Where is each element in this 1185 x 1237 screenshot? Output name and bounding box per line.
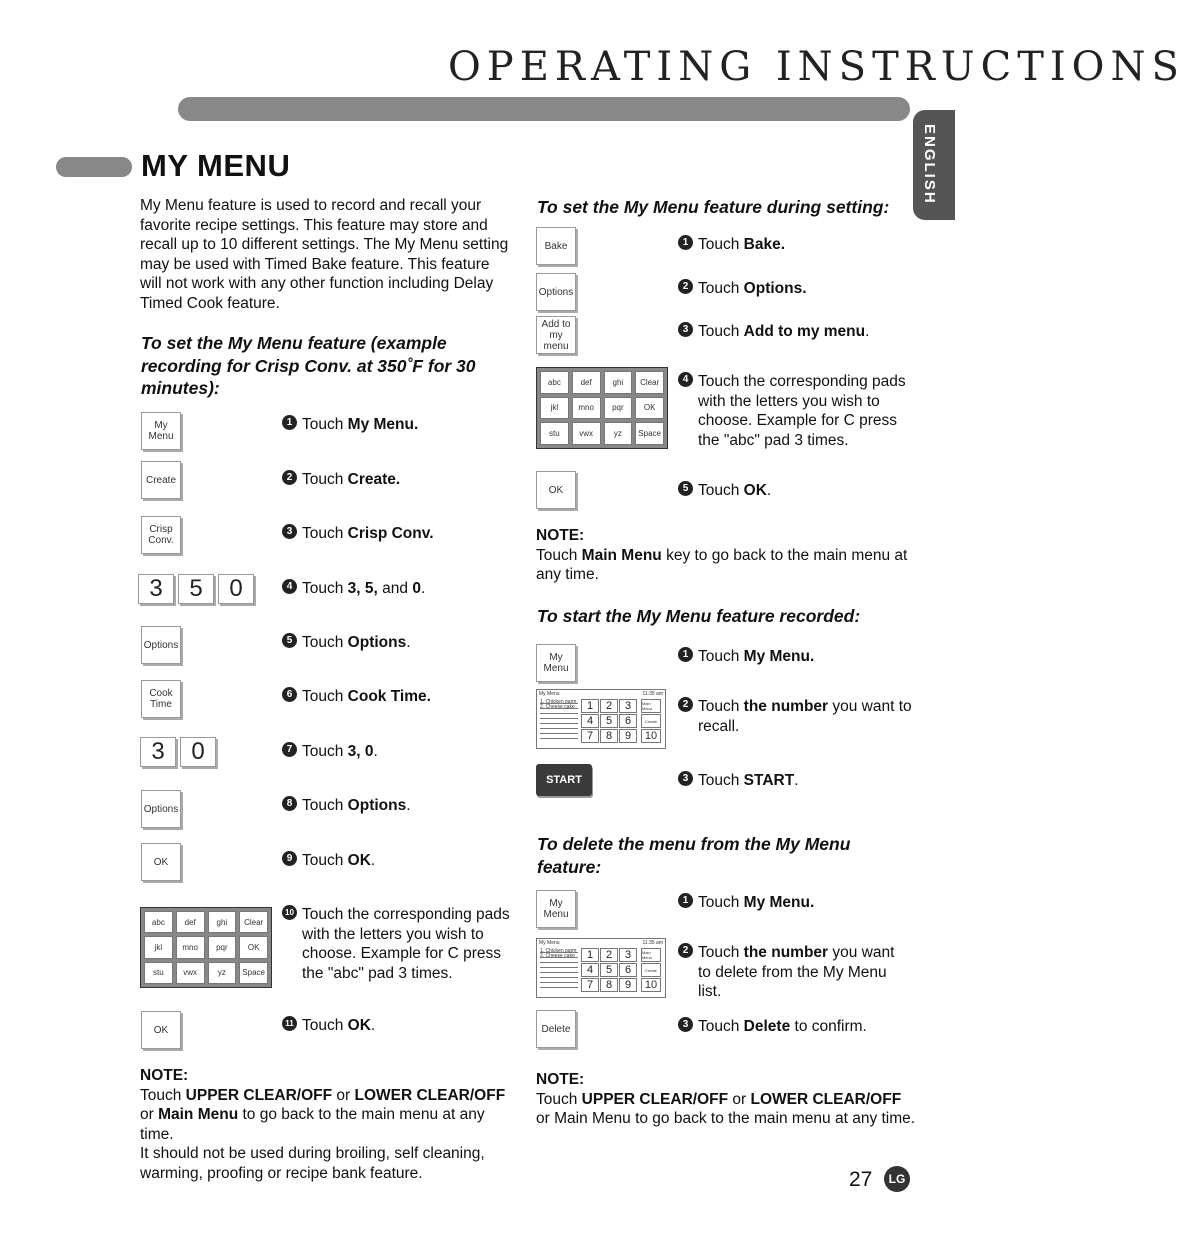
note-text: Touch bbox=[140, 1086, 186, 1104]
keypad-key: jkl bbox=[144, 936, 173, 958]
step-number: 7 bbox=[282, 742, 297, 757]
note-bold: Main Menu bbox=[158, 1106, 239, 1124]
lg-logo: LG bbox=[884, 1166, 910, 1192]
keypad-key: stu bbox=[144, 962, 173, 984]
crisp-conv-button: Crisp Conv. bbox=[141, 516, 181, 554]
note-text: to go back to the main menu at any time. bbox=[140, 1106, 485, 1143]
step-bold: OK bbox=[743, 482, 767, 499]
number-key: 3 bbox=[619, 699, 637, 713]
number-key: 2 bbox=[600, 699, 618, 713]
step-number: 2 bbox=[678, 943, 693, 958]
note-text: Touch bbox=[536, 546, 582, 564]
step-bold: Add to my menu bbox=[743, 323, 866, 340]
step-text: . bbox=[370, 852, 376, 869]
step-number: 4 bbox=[678, 372, 693, 387]
digit-key: 5 bbox=[178, 574, 214, 604]
step-item bbox=[282, 633, 517, 653]
number-key: 9 bbox=[619, 729, 637, 743]
create-button: Create bbox=[141, 461, 181, 499]
keypad-key: def bbox=[572, 371, 601, 394]
step-bold: Bake. bbox=[743, 236, 786, 253]
keypad-key: ghi bbox=[604, 371, 633, 394]
step-item bbox=[678, 771, 913, 791]
keypad-key: OK bbox=[239, 936, 268, 958]
number-key: 1 bbox=[581, 699, 599, 713]
step-text: . bbox=[794, 772, 799, 789]
step-bold: Options bbox=[347, 797, 407, 814]
step-item bbox=[282, 851, 517, 871]
step-text: . bbox=[766, 482, 772, 499]
keypad-key: ghi bbox=[208, 911, 237, 933]
recipe-item: 2. Cheese cake bbox=[540, 953, 578, 958]
number-key: 5 bbox=[600, 963, 618, 977]
number-key: 9 bbox=[619, 978, 637, 992]
screen-title: My Menu bbox=[539, 691, 560, 697]
step-text: Touch bbox=[698, 698, 744, 715]
step-text: Touch bbox=[302, 852, 348, 869]
step-text: . bbox=[406, 797, 411, 814]
keypad-key: Clear bbox=[239, 911, 268, 933]
right-subtitle-1: To set the My Menu feature during setting: bbox=[537, 197, 890, 217]
step-item bbox=[282, 579, 517, 599]
step-item bbox=[678, 322, 913, 342]
intro-paragraph: My Menu feature is used to record and recall your favorite recipe settings. This feature may store and recall up to 10 different settings. The My Menu setting may be used with Timed Bake feature. This feature will not work with any other function including Delay Timed Cook feature. bbox=[140, 197, 509, 312]
step-item bbox=[678, 235, 913, 255]
note-label: NOTE: bbox=[140, 1067, 189, 1084]
note-text: Touch bbox=[536, 1090, 582, 1108]
keypad-key: stu bbox=[540, 422, 569, 445]
ok-button: OK bbox=[141, 843, 181, 881]
step-bold: 3, 0 bbox=[347, 743, 374, 760]
step-bold: START bbox=[743, 772, 795, 789]
step-number: 3 bbox=[282, 524, 297, 539]
note-text: or Main Menu to go back to the main menu at any time. bbox=[536, 1110, 916, 1128]
number-key: 8 bbox=[600, 729, 618, 743]
step-item bbox=[282, 796, 517, 816]
number-key: 10 bbox=[641, 729, 661, 743]
step-item bbox=[678, 647, 913, 667]
step-item bbox=[678, 1017, 913, 1037]
step-bold: My Menu. bbox=[743, 894, 815, 911]
left-note bbox=[140, 1066, 520, 1184]
step-text: Touch bbox=[698, 482, 744, 499]
main-menu-key: Main Menu bbox=[641, 699, 661, 713]
keypad-key: yz bbox=[208, 962, 237, 984]
step-text: Touch bbox=[302, 688, 348, 705]
keypad-key: vwx bbox=[572, 422, 601, 445]
ok-button: OK bbox=[536, 471, 576, 509]
step-number: 2 bbox=[282, 470, 297, 485]
my-menu-screen bbox=[536, 938, 666, 998]
step-number: 5 bbox=[678, 481, 693, 496]
step-number: 1 bbox=[678, 235, 693, 250]
step-bold: Create. bbox=[347, 471, 401, 488]
number-grid bbox=[581, 699, 637, 743]
number-key: 10 bbox=[641, 978, 661, 992]
step-text: Touch bbox=[302, 580, 348, 597]
create-key: Create bbox=[641, 963, 661, 977]
letter-keypad bbox=[536, 367, 668, 449]
step-text: you want to delete from the My Menu list. bbox=[698, 944, 895, 1001]
step-text: to confirm. bbox=[790, 1018, 867, 1035]
delete-button: Delete bbox=[536, 1010, 576, 1048]
step-number: 1 bbox=[678, 647, 693, 662]
step-bold: the number bbox=[743, 698, 829, 715]
note-label: NOTE: bbox=[536, 527, 585, 544]
step-text: Touch the corresponding pads with the letters you wish to choose. Example for C press the "abc" pad 3 times. bbox=[302, 906, 510, 982]
bake-button: Bake bbox=[536, 227, 576, 265]
header-bar bbox=[178, 97, 910, 121]
add-to-my-menu-button: Add to my menu bbox=[536, 316, 576, 354]
step-bold: 0 bbox=[412, 580, 421, 597]
step-item bbox=[678, 943, 903, 1002]
number-key: 6 bbox=[619, 963, 637, 977]
number-key: 3 bbox=[619, 948, 637, 962]
step-text: Touch bbox=[698, 1018, 744, 1035]
step-number: 3 bbox=[678, 771, 693, 786]
note-bold: UPPER CLEAR/OFF bbox=[185, 1086, 333, 1104]
keypad-key: pqr bbox=[208, 936, 237, 958]
step-text: . bbox=[865, 323, 870, 340]
step-number: 2 bbox=[678, 697, 693, 712]
keypad-key: Space bbox=[635, 422, 664, 445]
step-text: Touch bbox=[302, 797, 348, 814]
start-button: START bbox=[536, 764, 592, 796]
step-number: 5 bbox=[282, 633, 297, 648]
step-item bbox=[678, 697, 913, 736]
step-text: . bbox=[420, 580, 426, 597]
step-text: Touch bbox=[698, 236, 744, 253]
step-bold: OK bbox=[347, 1017, 371, 1034]
step-item bbox=[282, 415, 517, 435]
number-key: 7 bbox=[581, 978, 599, 992]
options-button: Options bbox=[536, 273, 576, 311]
keypad-key: pqr bbox=[604, 397, 633, 420]
keypad-key: mno bbox=[572, 397, 601, 420]
step-item bbox=[678, 372, 913, 450]
create-key: Create bbox=[641, 714, 661, 728]
step-text: Touch bbox=[302, 1017, 348, 1034]
screen-title: My Menu bbox=[539, 940, 560, 946]
recipe-list bbox=[540, 699, 578, 739]
step-bold: 3, 5, bbox=[347, 580, 378, 597]
number-key: 6 bbox=[619, 714, 637, 728]
number-grid bbox=[581, 948, 637, 992]
digit-key: 0 bbox=[218, 574, 254, 604]
step-number: 11 bbox=[282, 1016, 297, 1031]
my-menu-button: My Menu bbox=[141, 412, 181, 450]
number-key: 4 bbox=[581, 714, 599, 728]
cook-time-button: Cook Time bbox=[141, 680, 181, 718]
step-number: 1 bbox=[282, 415, 297, 430]
step-text: Touch bbox=[698, 648, 744, 665]
keypad-key: abc bbox=[540, 371, 569, 394]
note-bold: Main Menu bbox=[581, 546, 662, 564]
language-tab-label: ENGLISH bbox=[921, 124, 938, 205]
number-key: 5 bbox=[600, 714, 618, 728]
right-subtitle-2: To start the My Menu feature recorded: bbox=[537, 606, 861, 626]
step-number: 9 bbox=[282, 851, 297, 866]
step-text: Touch bbox=[698, 323, 744, 340]
step-number: 4 bbox=[282, 579, 297, 594]
step-text: Touch the corresponding pads with the letters you wish to choose. Example for C press the "abc" pad 3 times. bbox=[698, 373, 906, 449]
recipe-item: 1. Chicken parm bbox=[540, 699, 577, 705]
page-header-title: OPERATING INSTRUCTIONS bbox=[448, 44, 1185, 90]
left-subtitle: To set the My Menu feature (example recording for Crisp Conv. at 350˚F for 30 minutes): bbox=[141, 333, 476, 398]
screen-time: 11:35 am bbox=[642, 940, 663, 946]
note-text: It should not be used during broiling, self cleaning, warming, proofing or recipe bank feature. bbox=[140, 1145, 485, 1182]
step-item bbox=[282, 524, 517, 544]
step-number: 10 bbox=[282, 905, 297, 920]
recipe-list bbox=[540, 948, 578, 988]
keypad-key: mno bbox=[176, 936, 205, 958]
step-text: Touch bbox=[302, 743, 348, 760]
step-number: 2 bbox=[678, 279, 693, 294]
note-label: NOTE: bbox=[536, 1071, 585, 1088]
keypad-key: abc bbox=[144, 911, 173, 933]
step-number: 8 bbox=[282, 796, 297, 811]
note-bold: LOWER CLEAR/OFF bbox=[750, 1090, 902, 1108]
step-number: 6 bbox=[282, 687, 297, 702]
step-bold: OK bbox=[347, 852, 371, 869]
step-bold: My Menu. bbox=[743, 648, 815, 665]
keypad-key: vwx bbox=[176, 962, 205, 984]
step-item bbox=[678, 893, 913, 913]
step-text: Touch bbox=[698, 894, 744, 911]
keypad-key: OK bbox=[635, 397, 664, 420]
step-text: you want to recall. bbox=[698, 698, 912, 735]
right-note-2 bbox=[536, 1070, 916, 1129]
note-bold: UPPER CLEAR/OFF bbox=[581, 1090, 729, 1108]
step-text: . bbox=[370, 1017, 376, 1034]
number-key: 8 bbox=[600, 978, 618, 992]
step-bold: Options bbox=[347, 634, 407, 651]
step-text: . bbox=[373, 743, 378, 760]
digit-key: 3 bbox=[138, 574, 174, 604]
step-text: Touch bbox=[302, 416, 348, 433]
number-key: 2 bbox=[600, 948, 618, 962]
right-note-1 bbox=[536, 526, 916, 585]
step-item bbox=[282, 1016, 517, 1036]
step-text: Touch bbox=[302, 471, 348, 488]
my-menu-button: My Menu bbox=[536, 890, 576, 928]
step-text: . bbox=[406, 634, 411, 651]
page-number: 27 bbox=[849, 1168, 873, 1191]
note-text: or bbox=[332, 1086, 355, 1104]
recipe-item: 1. Chicken parm bbox=[540, 948, 577, 954]
note-text: key to go back to the main menu at any time. bbox=[536, 546, 908, 584]
number-key: 1 bbox=[581, 948, 599, 962]
note-text: or bbox=[140, 1106, 159, 1124]
step-bold: Delete bbox=[743, 1018, 791, 1035]
keypad-key: Clear bbox=[635, 371, 664, 394]
step-text: Touch bbox=[698, 772, 744, 789]
step-bold: Options. bbox=[743, 280, 807, 297]
note-bold: LOWER CLEAR/OFF bbox=[354, 1086, 506, 1104]
keypad-key: def bbox=[176, 911, 205, 933]
keypad-key: jkl bbox=[540, 397, 569, 420]
number-key: 7 bbox=[581, 729, 599, 743]
step-bold: Crisp Conv. bbox=[347, 525, 434, 542]
step-number: 1 bbox=[678, 893, 693, 908]
options-button: Options bbox=[141, 790, 181, 828]
digit-key: 0 bbox=[180, 737, 216, 767]
right-subtitle-3: To delete the menu from the My Menu feature: bbox=[537, 834, 851, 877]
main-menu-key: Main Menu bbox=[641, 948, 661, 962]
note-text: or bbox=[728, 1090, 751, 1108]
step-item bbox=[282, 470, 517, 490]
my-menu-button: My Menu bbox=[536, 644, 576, 682]
my-menu-screen bbox=[536, 689, 666, 749]
step-item bbox=[678, 481, 913, 501]
step-bold: the number bbox=[743, 944, 829, 961]
step-text: Touch bbox=[302, 525, 348, 542]
letter-keypad bbox=[140, 907, 272, 988]
step-text: Touch bbox=[698, 280, 744, 297]
screen-time: 11:35 am bbox=[642, 691, 663, 697]
keypad-key: Space bbox=[239, 962, 268, 984]
language-tab bbox=[913, 110, 955, 220]
step-number: 3 bbox=[678, 1017, 693, 1032]
recipe-item: 2. Cheese cake bbox=[540, 704, 578, 709]
step-bold: Cook Time. bbox=[347, 688, 431, 705]
section-marker bbox=[56, 157, 132, 177]
step-number: 3 bbox=[678, 322, 693, 337]
step-text: Touch bbox=[302, 634, 348, 651]
digit-key: 3 bbox=[140, 737, 176, 767]
step-text: and bbox=[377, 580, 413, 597]
options-button: Options bbox=[141, 626, 181, 664]
step-item bbox=[678, 279, 913, 299]
step-item bbox=[282, 905, 517, 983]
ok-button: OK bbox=[141, 1011, 181, 1049]
step-item bbox=[282, 742, 517, 762]
step-item bbox=[282, 687, 517, 707]
keypad-key: yz bbox=[604, 422, 633, 445]
step-text: Touch bbox=[698, 944, 744, 961]
step-bold: My Menu. bbox=[347, 416, 419, 433]
number-key: 4 bbox=[581, 963, 599, 977]
section-title: MY MENU bbox=[141, 148, 291, 183]
